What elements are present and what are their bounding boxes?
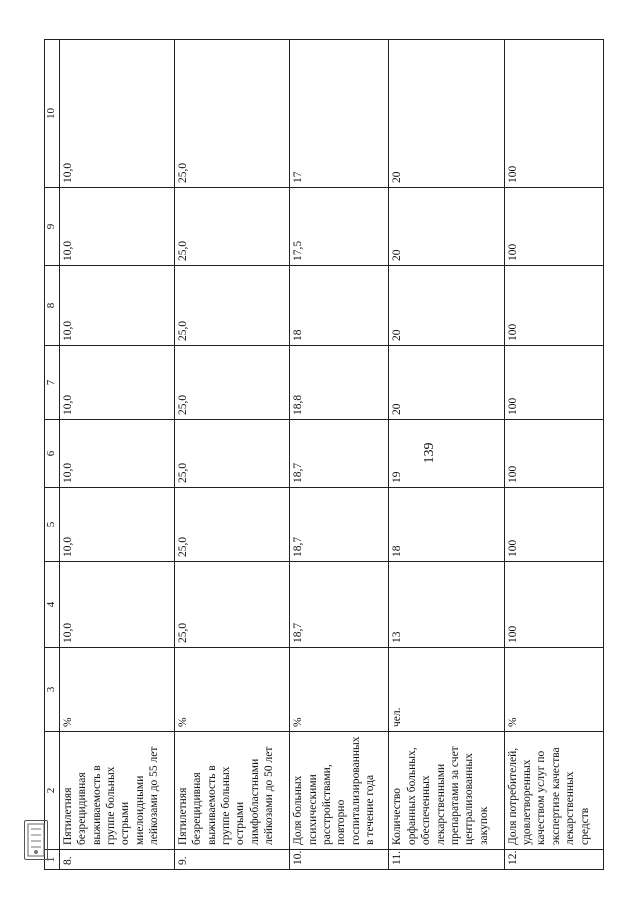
value-cell: 10,0 [59,420,174,488]
value-cell: 100 [504,188,603,266]
value-cell: 20 [389,266,504,346]
value-cell: 20 [389,346,504,420]
rotated-table [44,40,604,870]
value-cell: 18 [389,488,504,562]
row-number: 10. [290,850,389,870]
header-cell: 4 [45,562,60,648]
value-cell: 18,7 [290,488,389,562]
value-cell: 25,0 [174,346,289,420]
value-cell: 25,0 [174,266,289,346]
value-cell: 25,0 [174,562,289,648]
unit-cell: % [504,648,603,732]
indicator-name: Доля потребителей, удовлетворенных качеством услуг по экспертизе качества лекарственных средств [504,732,603,850]
page-number: 139 [422,442,437,464]
value-cell: 25,0 [174,488,289,562]
value-cell: 19 [389,420,504,488]
value-cell: 100 [504,562,603,648]
row-number: 9. [174,850,289,870]
value-cell: 17,5 [290,188,389,266]
value-cell: 100 [504,346,603,420]
value-cell: 100 [504,40,603,188]
registration-stamp [22,560,48,860]
value-cell: 10,0 [59,488,174,562]
value-cell: 25,0 [174,40,289,188]
unit-cell: % [59,648,174,732]
value-cell: 100 [504,266,603,346]
header-cell: 3 [45,648,60,732]
value-cell: 10,0 [59,266,174,346]
value-cell: 10,0 [59,40,174,188]
value-cell: 10,0 [59,188,174,266]
header-cell: 1 [45,850,60,870]
table-wrapper [44,40,604,870]
table-row [174,40,289,870]
indicator-name: Пятилетняя безрецидивная выживаемость в группе больных острыми миелоидными лейкозами до 55 лет [59,732,174,850]
indicator-name: Пятилетняя безрецидивная выживаемость в группе больных острыми лимфобластными лейкозами до 50 лет [174,732,289,850]
value-cell: 20 [389,40,504,188]
table-row [389,40,504,870]
indicators-table [44,39,604,870]
row-number: 8. [59,850,174,870]
header-cell: 9 [45,188,60,266]
value-cell: 100 [504,420,603,488]
table-row [504,40,603,870]
value-cell: 18 [290,266,389,346]
header-cell: 7 [45,346,60,420]
row-number: 11. [389,850,504,870]
header-cell: 2 [45,732,60,850]
stamp-logo-icon [24,820,48,860]
unit-cell: % [174,648,289,732]
value-cell: 18,7 [290,562,389,648]
value-cell: 13 [389,562,504,648]
value-cell: 100 [504,488,603,562]
value-cell: 17 [290,40,389,188]
header-cell: 8 [45,266,60,346]
value-cell: 25,0 [174,188,289,266]
indicator-name: Количество орфанных больных, обеспеченных лекарственными препаратами за счет централизованных закупок [389,732,504,850]
value-cell: 25,0 [174,420,289,488]
row-number: 12. [504,850,603,870]
value-cell: 10,0 [59,562,174,648]
indicator-name: Доля больных психическими расстройствами, повторно госпитализированных в течение года [290,732,389,850]
header-cell: 10 [45,40,60,188]
header-cell: 6 [45,420,60,488]
table-row [59,40,174,870]
value-cell: 20 [389,188,504,266]
unit-cell: % [290,648,389,732]
header-cell: 5 [45,488,60,562]
value-cell: 18,7 [290,420,389,488]
value-cell: 18,8 [290,346,389,420]
value-cell: 10,0 [59,346,174,420]
unit-cell: чел. [389,648,504,732]
table-row [290,40,389,870]
